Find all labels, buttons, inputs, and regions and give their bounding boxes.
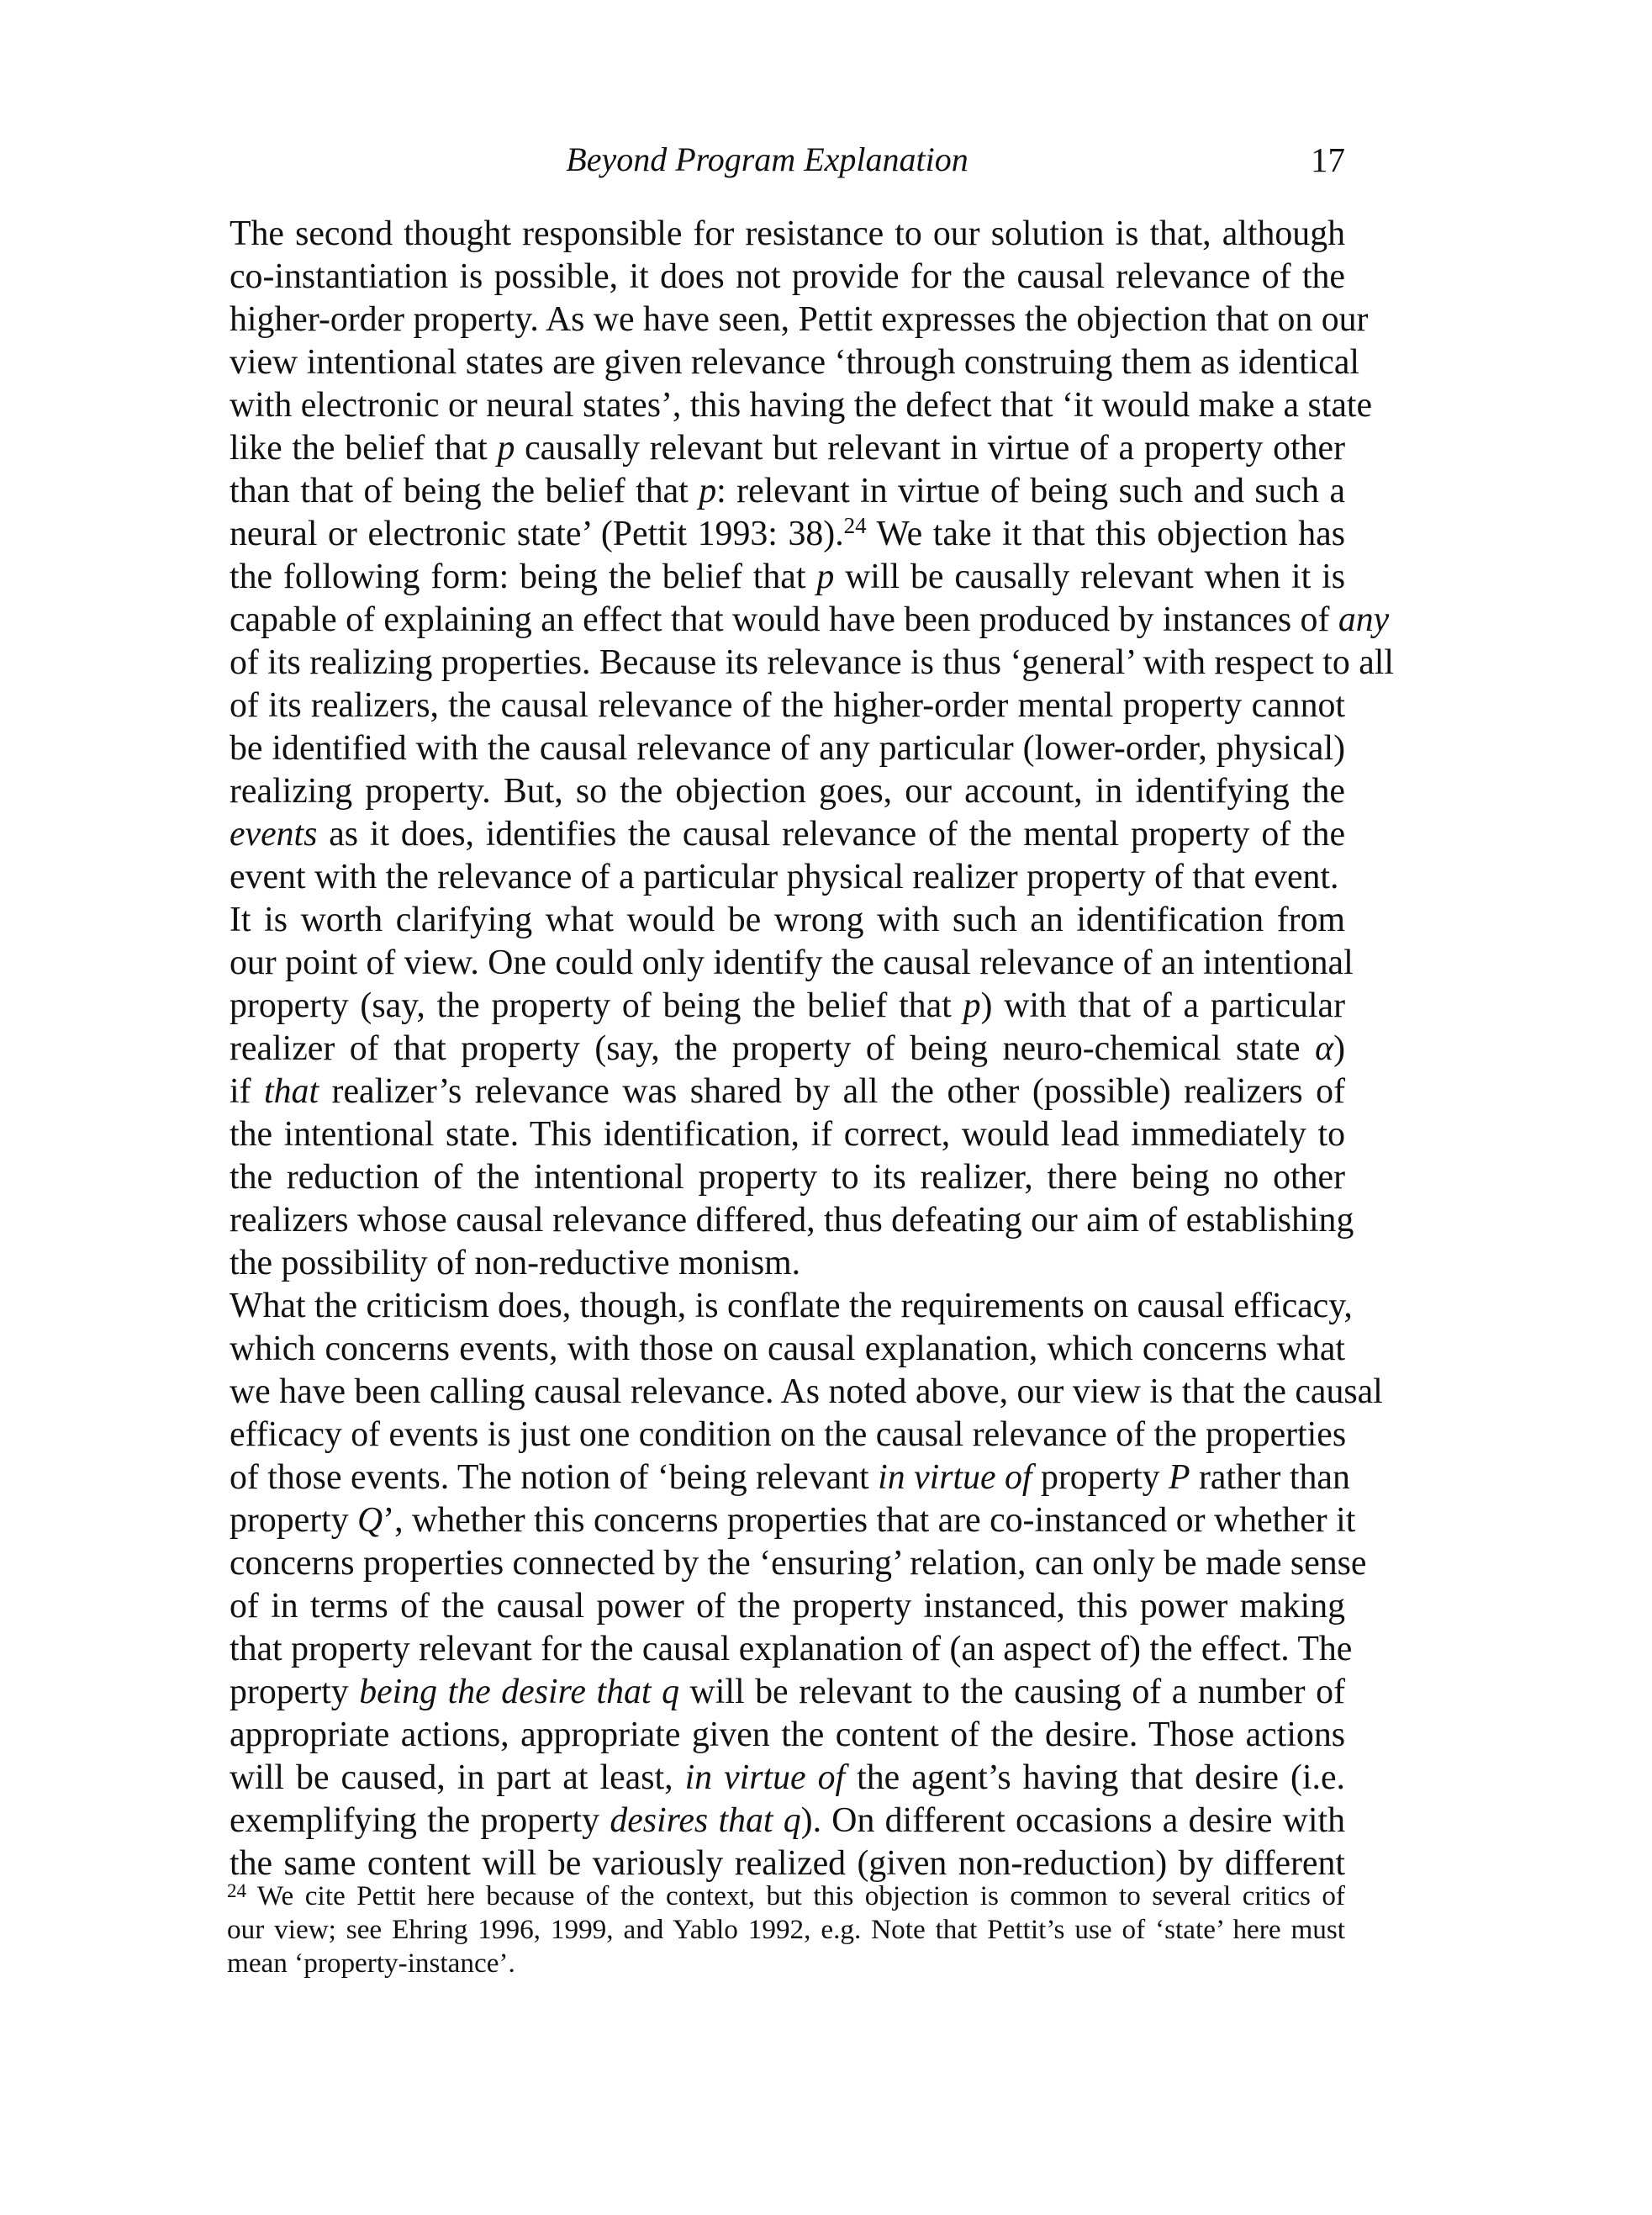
text-line: like the belief that p causally relevant but relevant in virtue of a property other [230, 429, 1345, 468]
paragraph-2 [189, 899, 1354, 1285]
text-line: of its realizing properties. Because its relevance is thus ‘general’ with respect to all [230, 643, 1394, 682]
italic-term: Q [357, 1501, 383, 1540]
text-line: property being the desire that q will be relevant to the causing of a number of [230, 1673, 1346, 1711]
paragraph-1 [189, 213, 1394, 899]
text-line: of in terms of the causal power of the property instanced, this power making [230, 1587, 1345, 1626]
text-line: the following form: being the belief that p will be causally relevant when it is [230, 558, 1346, 596]
page-header [189, 135, 1345, 185]
italic-term: in virtue of [878, 1458, 1032, 1497]
italic-term: being the desire that q [359, 1673, 679, 1711]
footnote-line: mean ‘property-instance’. [227, 1948, 515, 1979]
text-line: will be caused, in part at least, in virtue of the agent’s having that desire (i.e. [230, 1758, 1345, 1797]
italic-term: p [497, 429, 515, 468]
text-line: The second thought responsible for resistance to our solution is that, although [230, 214, 1345, 253]
text-line: view intentional states are given relevance ‘through construing them as identical [230, 343, 1360, 382]
text-line: than that of being the belief that p: relevant in virtue of being such and such a [230, 472, 1345, 510]
page-number: 17 [1311, 140, 1345, 179]
italic-term: events [230, 815, 318, 854]
text-line: appropriate actions, appropriate given the content of the desire. Those actions [230, 1715, 1345, 1754]
text-line: exemplifying the property desires that q). On different occasions a desire with [230, 1801, 1345, 1840]
running-title: Beyond Program Explanation [566, 140, 969, 178]
italic-term: P [1169, 1458, 1190, 1497]
footnote-line: our view; see Ehring 1996, 1999, and Yablo 1992, e.g. Note that Pettit’s use of ‘state’ here must [227, 1914, 1345, 1945]
text-line: of its realizers, the causal relevance of the higher-order mental property cannot [230, 686, 1345, 725]
italic-term: p [963, 986, 981, 1025]
text-line: the reduction of the intentional property to its realizer, there being no other [230, 1158, 1345, 1197]
text-line: be identified with the causal relevance of any particular (lower-order, physical) [230, 729, 1345, 768]
text-line: property Q’, whether this concerns properties that are co-instanced or whether it [230, 1501, 1356, 1540]
paragraph-3 [189, 1285, 1383, 1885]
text-line: that property relevant for the causal explanation of (an aspect of) the effect. The [230, 1630, 1353, 1668]
text-line: of those events. The notion of ‘being relevant in virtue of property P rather than [230, 1458, 1350, 1497]
footnote-line: $^{24}$ We cite Pettit here because of the context, but this objection is common to several critics of [227, 1880, 1345, 1911]
text-line: events as it does, identifies the causal relevance of the mental property of the [230, 815, 1345, 854]
text-line: property (say, the property of being the belief that p) with that of a particular [230, 986, 1345, 1025]
footnote-marker: 24 [227, 1880, 246, 1901]
text-line: capable of explaining an effect that would have been produced by instances of any [230, 600, 1390, 639]
text-line: the intentional state. This identification, if correct, would lead immediately to [230, 1115, 1345, 1154]
italic-term: desires that q [610, 1801, 801, 1840]
text-line: if that realizer’s relevance was shared by all the other (possible) realizers of [230, 1072, 1345, 1111]
text-line: the same content will be variously realized (given non-reduction) by different [230, 1844, 1345, 1883]
text-line: event with the relevance of a particular physical realizer property of that event. [230, 858, 1339, 896]
italic-term: any [1338, 600, 1390, 639]
body-text [189, 213, 1394, 1885]
text-line: efficacy of events is just one condition on the causal relevance of the properties [230, 1415, 1347, 1454]
italic-term: in virtue of [684, 1758, 846, 1797]
italic-term: α [1315, 1029, 1334, 1068]
text-line: we have been calling causal relevance. As noted above, our view is that the causal [230, 1372, 1383, 1411]
text-line: neural or electronic state’ (Pettit 1993: 38).$^{24}$ We take it that this objection has [230, 513, 1345, 553]
text-line: concerns properties connected by the ‘ensuring’ relation, can only be made sense [230, 1544, 1367, 1583]
text-line: the possibility of non-reductive monism. [230, 1244, 801, 1282]
text-line: our point of view. One could only identify the causal relevance of an intentional [230, 944, 1354, 982]
italic-term: p [816, 558, 835, 596]
text-line: What the criticism does, though, is conflate the requirements on causal efficacy, [230, 1287, 1353, 1325]
text-line: co-instantiation is possible, it does not provide for the causal relevance of the [230, 257, 1345, 296]
italic-term: that [264, 1072, 319, 1111]
italic-term: p [699, 472, 717, 510]
text-line: with electronic or neural states’, this having the defect that ‘it would make a state [230, 386, 1373, 425]
text-line: realizers whose causal relevance differed, thus defeating our aim of establishing [230, 1201, 1354, 1240]
text-line: realizer of that property (say, the property of being neuro-chemical state α) [230, 1029, 1345, 1068]
text-line: higher-order property. As we have seen, Pettit expresses the objection that on our [230, 300, 1369, 339]
text-line: which concerns events, with those on causal explanation, which concerns what [230, 1330, 1345, 1368]
footnote-reference: 24 [843, 513, 867, 538]
text-line: It is worth clarifying what would be wrong with such an identification from [230, 901, 1345, 939]
text-line: realizing property. But, so the objection goes, our account, in identifying the [230, 772, 1345, 811]
footnote-24 [189, 1879, 1345, 1980]
footnotes [189, 1879, 1345, 1980]
